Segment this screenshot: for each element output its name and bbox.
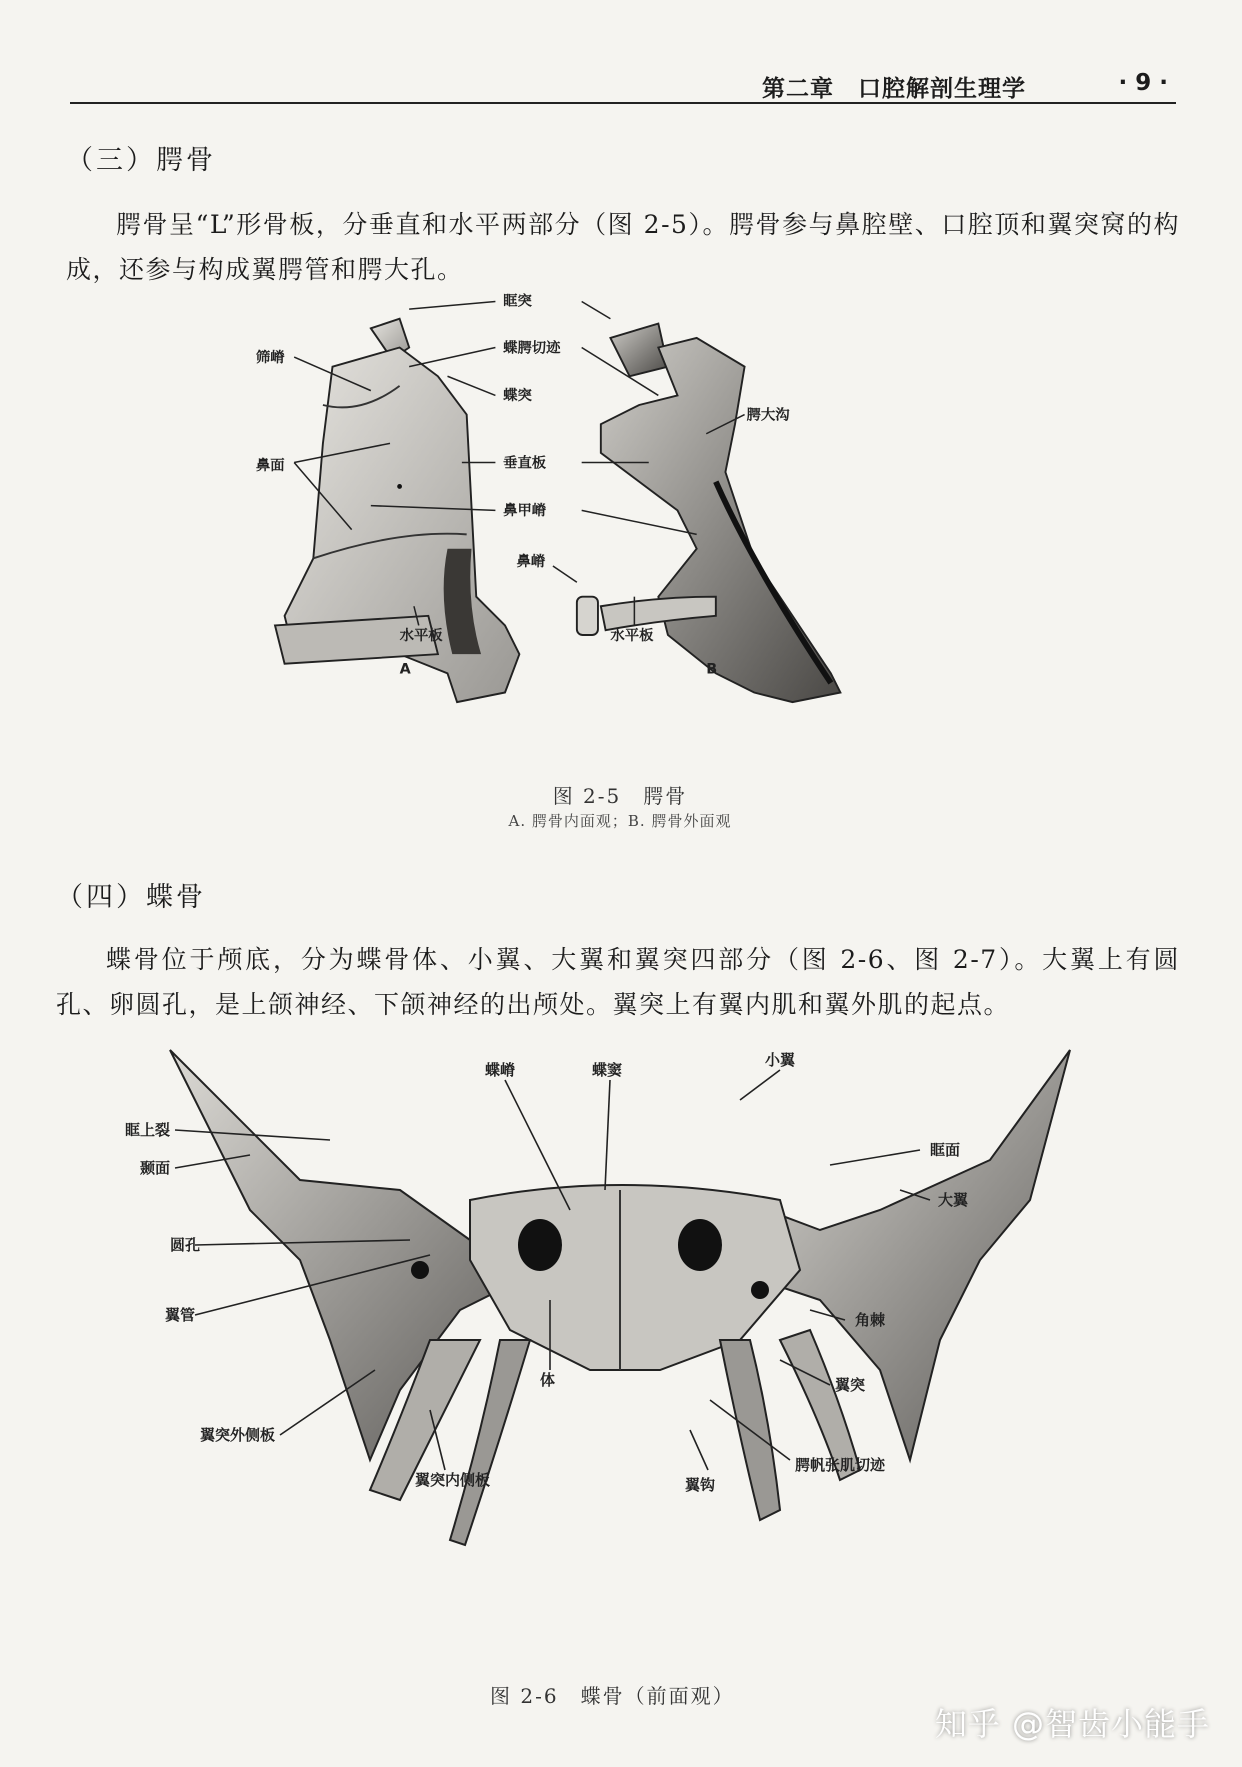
- paragraph-sphenoid: 蝶骨位于颅底，分为蝶骨体、小翼、大翼和翼突四部分（图 2-6、图 2-7）。大翼上有圆孔、卵圆孔，是上颌神经、下颌神经的出颅处。翼突上有翼内肌和翼外肌的起点。: [56, 945, 1180, 1019]
- label-panel-a: A: [399, 661, 411, 678]
- zhihu-watermark: 知乎 @智齿小能手: [934, 1705, 1210, 1743]
- label-body: 体: [540, 1371, 556, 1389]
- label-sphenoid-crest: 蝶嵴: [485, 1061, 516, 1079]
- label-sphenopalatine-notch: 蝶腭切迹: [503, 340, 561, 357]
- page-number: · 9 ·: [1118, 70, 1168, 96]
- label-conchal-crest: 鼻甲嵴: [503, 503, 547, 520]
- running-head: [70, 62, 1176, 104]
- label-perpendicular-plate: 垂直板: [503, 455, 547, 472]
- label-nasal-crest: 鼻嵴: [516, 554, 546, 570]
- label-ethmoid-crest: 筛嵴: [255, 349, 285, 366]
- label-greater-palatine-groove: 腭大沟: [746, 407, 790, 424]
- label-lateral-plate: 翼突外侧板: [200, 1426, 276, 1444]
- palatine-lateral-view: [577, 324, 841, 703]
- paragraph-palatine: 腭骨呈“L”形骨板，分垂直和水平两部分（图 2-5）。腭骨参与鼻腔壁、口腔顶和翼突窝的构成，还参与构成翼腭管和腭大孔。: [66, 210, 1180, 284]
- palatine-bone-illustration: [240, 290, 1000, 750]
- chapter-title: 第二章 口腔解剖生理学: [762, 76, 1026, 102]
- label-lesser-wing: 小翼: [765, 1051, 796, 1069]
- label-sphenoid-sinus: 蝶窦: [592, 1061, 623, 1079]
- sphenoid-bone-illustration: [100, 1040, 1150, 1660]
- label-horizontal-plate-a: 水平板: [399, 627, 443, 644]
- figure-2-6: [100, 1040, 1150, 1720]
- figure-2-5-subcaption: A. 腭骨内面观；B. 腭骨外面观: [508, 812, 732, 830]
- sphenoid-bone: [170, 1050, 1070, 1545]
- label-foramen-rotundum: 圆孔: [170, 1236, 201, 1254]
- label-pterygoid-canal: 翼管: [165, 1306, 196, 1324]
- label-notch: 腭帆张肌切迹: [795, 1456, 886, 1474]
- label-sphenoid-process: 蝶突: [503, 388, 532, 405]
- section-heading-sphenoid: （四）蝶骨: [56, 882, 206, 913]
- label-orbital-process: 眶突: [503, 293, 532, 310]
- label-orbital-surface: 眶面: [930, 1141, 961, 1159]
- section-heading-palatine: （三）腭骨: [66, 145, 216, 176]
- label-horizontal-plate-b: 水平板: [610, 627, 654, 644]
- label-spine: 角棘: [855, 1311, 886, 1329]
- label-superior-orbital-fissure: 眶上裂: [125, 1121, 171, 1139]
- label-panel-b: B: [706, 661, 718, 678]
- label-medial-plate: 翼突内侧板: [415, 1471, 491, 1489]
- label-pterygoid-process: 翼突: [835, 1376, 866, 1394]
- label-temporal-surface: 颞面: [140, 1159, 171, 1177]
- figure-2-5: [240, 290, 1000, 830]
- figure-2-5-caption: 图 2-5 腭骨: [552, 784, 688, 808]
- label-greater-wing: 大翼: [938, 1191, 969, 1209]
- figure-2-6-caption: 图 2-6 蝶骨（前面观）: [490, 1684, 735, 1708]
- label-nasal-surface: 鼻面: [255, 458, 285, 475]
- label-hamulus: 翼钩: [685, 1476, 716, 1494]
